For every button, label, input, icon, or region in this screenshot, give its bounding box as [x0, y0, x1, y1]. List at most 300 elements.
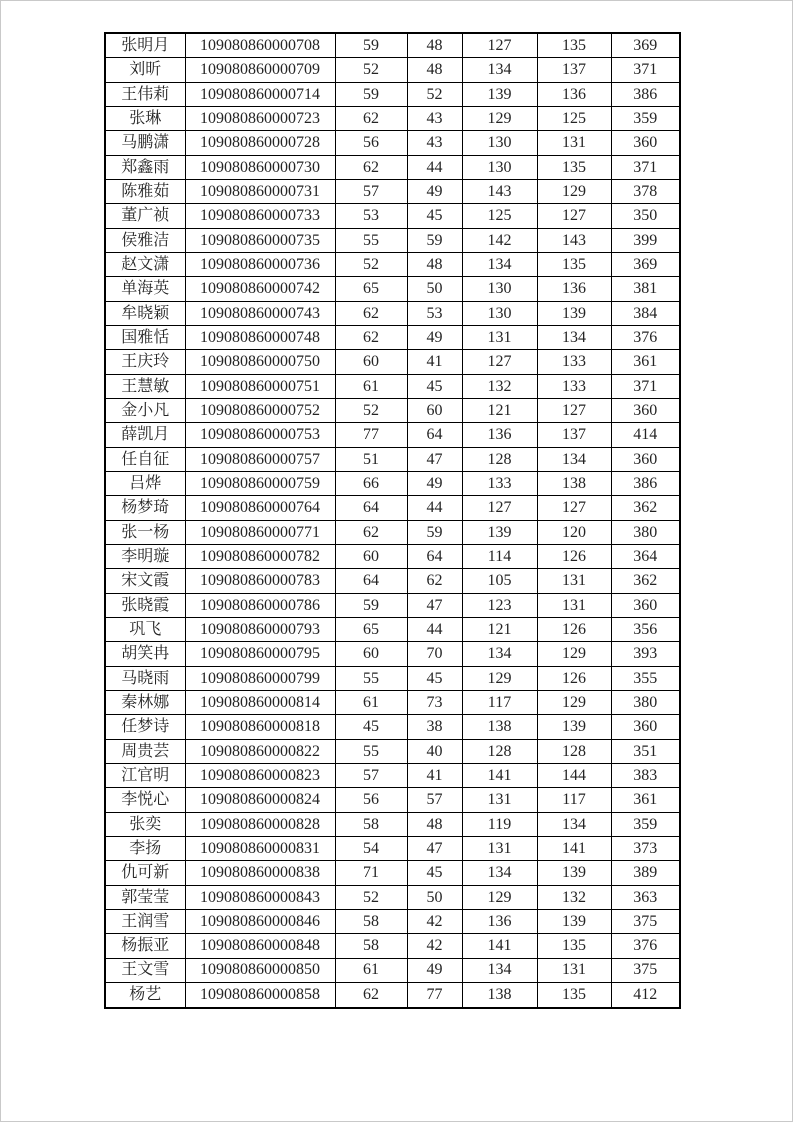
score-col-3-cell: 133	[462, 472, 537, 496]
student-name-cell: 任梦诗	[105, 715, 185, 739]
student-name-cell: 王庆玲	[105, 350, 185, 374]
table-row	[105, 350, 680, 374]
table-row	[105, 691, 680, 715]
score-col-4-cell: 134	[537, 812, 611, 836]
student-name-cell: 马鹏潇	[105, 131, 185, 155]
table-row	[105, 885, 680, 909]
score-col-2-cell: 45	[407, 204, 462, 228]
table-row	[105, 228, 680, 252]
score-col-4-cell: 129	[537, 642, 611, 666]
table-row	[105, 520, 680, 544]
exam-number-cell: 109080860000743	[185, 301, 335, 325]
table-row	[105, 569, 680, 593]
total-score-cell: 350	[611, 204, 680, 228]
score-col-3-cell: 130	[462, 277, 537, 301]
score-col-3-cell: 134	[462, 58, 537, 82]
exam-number-cell: 109080860000733	[185, 204, 335, 228]
score-col-4-cell: 135	[537, 155, 611, 179]
exam-number-cell: 109080860000782	[185, 545, 335, 569]
student-name-cell: 王文雪	[105, 958, 185, 982]
score-col-2-cell: 64	[407, 423, 462, 447]
score-col-4-cell: 120	[537, 520, 611, 544]
total-score-cell: 351	[611, 739, 680, 763]
table-row	[105, 642, 680, 666]
exam-number-cell: 109080860000793	[185, 618, 335, 642]
table-row	[105, 326, 680, 350]
student-name-cell: 秦林娜	[105, 691, 185, 715]
score-col-1-cell: 64	[335, 496, 407, 520]
score-col-4-cell: 138	[537, 472, 611, 496]
exam-number-cell: 109080860000799	[185, 666, 335, 690]
score-col-1-cell: 60	[335, 545, 407, 569]
total-score-cell: 380	[611, 691, 680, 715]
score-col-3-cell: 130	[462, 301, 537, 325]
total-score-cell: 389	[611, 861, 680, 885]
score-col-3-cell: 134	[462, 642, 537, 666]
student-name-cell: 仇可新	[105, 861, 185, 885]
exam-number-cell: 109080860000838	[185, 861, 335, 885]
score-col-3-cell: 129	[462, 666, 537, 690]
score-col-2-cell: 59	[407, 228, 462, 252]
score-col-1-cell: 55	[335, 739, 407, 763]
exam-number-cell: 109080860000795	[185, 642, 335, 666]
student-name-cell: 张明月	[105, 33, 185, 58]
score-col-3-cell: 138	[462, 715, 537, 739]
score-col-2-cell: 44	[407, 155, 462, 179]
total-score-cell: 399	[611, 228, 680, 252]
student-name-cell: 李扬	[105, 836, 185, 860]
table-row	[105, 277, 680, 301]
table-row	[105, 82, 680, 106]
total-score-cell: 360	[611, 131, 680, 155]
total-score-cell: 371	[611, 155, 680, 179]
score-col-1-cell: 53	[335, 204, 407, 228]
student-name-cell: 杨艺	[105, 982, 185, 1008]
total-score-cell: 362	[611, 496, 680, 520]
total-score-cell: 375	[611, 958, 680, 982]
score-col-2-cell: 42	[407, 909, 462, 933]
score-col-4-cell: 132	[537, 885, 611, 909]
score-col-4-cell: 134	[537, 326, 611, 350]
score-col-1-cell: 51	[335, 447, 407, 471]
table-row	[105, 982, 680, 1008]
exam-number-cell: 109080860000824	[185, 788, 335, 812]
exam-number-cell: 109080860000731	[185, 180, 335, 204]
total-score-cell: 378	[611, 180, 680, 204]
total-score-cell: 371	[611, 374, 680, 398]
exam-number-cell: 109080860000850	[185, 958, 335, 982]
exam-number-cell: 109080860000757	[185, 447, 335, 471]
score-col-2-cell: 44	[407, 618, 462, 642]
student-name-cell: 李悦心	[105, 788, 185, 812]
score-col-2-cell: 38	[407, 715, 462, 739]
score-col-1-cell: 58	[335, 934, 407, 958]
student-name-cell: 王润雪	[105, 909, 185, 933]
table-row	[105, 496, 680, 520]
exam-number-cell: 109080860000814	[185, 691, 335, 715]
score-col-3-cell: 134	[462, 861, 537, 885]
total-score-cell: 361	[611, 788, 680, 812]
score-col-4-cell: 136	[537, 82, 611, 106]
score-col-1-cell: 52	[335, 58, 407, 82]
table-row	[105, 399, 680, 423]
score-col-1-cell: 61	[335, 374, 407, 398]
score-col-2-cell: 43	[407, 107, 462, 131]
table-row	[105, 131, 680, 155]
student-name-cell: 周贵芸	[105, 739, 185, 763]
score-col-3-cell: 143	[462, 180, 537, 204]
table-row	[105, 545, 680, 569]
score-col-4-cell: 133	[537, 374, 611, 398]
score-col-4-cell: 126	[537, 545, 611, 569]
score-col-1-cell: 52	[335, 253, 407, 277]
score-col-1-cell: 64	[335, 569, 407, 593]
total-score-cell: 359	[611, 107, 680, 131]
score-col-1-cell: 62	[335, 301, 407, 325]
score-col-1-cell: 62	[335, 155, 407, 179]
score-col-1-cell: 66	[335, 472, 407, 496]
score-col-3-cell: 105	[462, 569, 537, 593]
score-col-1-cell: 62	[335, 326, 407, 350]
score-col-4-cell: 137	[537, 423, 611, 447]
table-row	[105, 447, 680, 471]
score-col-3-cell: 114	[462, 545, 537, 569]
score-col-2-cell: 47	[407, 836, 462, 860]
score-col-2-cell: 53	[407, 301, 462, 325]
total-score-cell: 380	[611, 520, 680, 544]
student-name-cell: 杨梦琦	[105, 496, 185, 520]
score-col-3-cell: 128	[462, 739, 537, 763]
student-name-cell: 赵文潇	[105, 253, 185, 277]
score-col-1-cell: 59	[335, 82, 407, 106]
score-col-3-cell: 123	[462, 593, 537, 617]
score-col-3-cell: 117	[462, 691, 537, 715]
score-col-1-cell: 57	[335, 764, 407, 788]
score-col-2-cell: 45	[407, 666, 462, 690]
table-row	[105, 764, 680, 788]
score-col-3-cell: 121	[462, 618, 537, 642]
table-row	[105, 253, 680, 277]
score-col-4-cell: 139	[537, 301, 611, 325]
score-col-3-cell: 139	[462, 520, 537, 544]
exam-number-cell: 109080860000736	[185, 253, 335, 277]
score-col-4-cell: 135	[537, 934, 611, 958]
score-col-2-cell: 77	[407, 982, 462, 1008]
score-col-1-cell: 61	[335, 958, 407, 982]
score-col-1-cell: 56	[335, 131, 407, 155]
table-row	[105, 204, 680, 228]
score-col-1-cell: 45	[335, 715, 407, 739]
score-col-3-cell: 130	[462, 131, 537, 155]
table-row	[105, 618, 680, 642]
exam-number-cell: 109080860000771	[185, 520, 335, 544]
student-name-cell: 国雅恬	[105, 326, 185, 350]
score-col-3-cell: 125	[462, 204, 537, 228]
exam-number-cell: 109080860000728	[185, 131, 335, 155]
student-name-cell: 刘昕	[105, 58, 185, 82]
table-row	[105, 739, 680, 763]
score-col-1-cell: 55	[335, 666, 407, 690]
score-col-4-cell: 139	[537, 909, 611, 933]
student-name-cell: 王伟莉	[105, 82, 185, 106]
student-name-cell: 陈雅茹	[105, 180, 185, 204]
score-col-1-cell: 58	[335, 909, 407, 933]
score-col-4-cell: 139	[537, 861, 611, 885]
exam-number-cell: 109080860000753	[185, 423, 335, 447]
score-col-1-cell: 77	[335, 423, 407, 447]
score-col-3-cell: 129	[462, 885, 537, 909]
score-col-4-cell: 126	[537, 666, 611, 690]
table-row	[105, 155, 680, 179]
exam-number-cell: 109080860000759	[185, 472, 335, 496]
score-col-3-cell: 129	[462, 107, 537, 131]
table-row	[105, 33, 680, 58]
score-col-1-cell: 62	[335, 107, 407, 131]
score-col-2-cell: 40	[407, 739, 462, 763]
score-col-4-cell: 141	[537, 836, 611, 860]
total-score-cell: 369	[611, 33, 680, 58]
student-name-cell: 江官明	[105, 764, 185, 788]
score-col-2-cell: 48	[407, 812, 462, 836]
score-col-1-cell: 52	[335, 399, 407, 423]
score-col-3-cell: 142	[462, 228, 537, 252]
total-score-cell: 381	[611, 277, 680, 301]
exam-number-cell: 109080860000783	[185, 569, 335, 593]
exam-number-cell: 109080860000786	[185, 593, 335, 617]
score-col-4-cell: 144	[537, 764, 611, 788]
score-col-4-cell: 127	[537, 204, 611, 228]
table-row	[105, 301, 680, 325]
score-col-4-cell: 128	[537, 739, 611, 763]
student-name-cell: 薛凯月	[105, 423, 185, 447]
exam-number-cell: 109080860000751	[185, 374, 335, 398]
score-col-4-cell: 129	[537, 691, 611, 715]
score-col-3-cell: 134	[462, 253, 537, 277]
score-col-4-cell: 117	[537, 788, 611, 812]
score-col-1-cell: 65	[335, 618, 407, 642]
student-name-cell: 郭莹莹	[105, 885, 185, 909]
total-score-cell: 359	[611, 812, 680, 836]
total-score-cell: 375	[611, 909, 680, 933]
score-col-2-cell: 73	[407, 691, 462, 715]
score-col-2-cell: 48	[407, 33, 462, 58]
total-score-cell: 363	[611, 885, 680, 909]
score-col-3-cell: 136	[462, 423, 537, 447]
score-col-2-cell: 50	[407, 277, 462, 301]
score-col-3-cell: 131	[462, 836, 537, 860]
table-row	[105, 934, 680, 958]
score-col-1-cell: 60	[335, 642, 407, 666]
score-col-4-cell: 131	[537, 958, 611, 982]
score-col-1-cell: 58	[335, 812, 407, 836]
score-col-1-cell: 52	[335, 885, 407, 909]
table-row	[105, 180, 680, 204]
student-name-cell: 张奕	[105, 812, 185, 836]
table-row	[105, 861, 680, 885]
score-table-body	[105, 33, 680, 1008]
score-col-4-cell: 127	[537, 496, 611, 520]
exam-number-cell: 109080860000843	[185, 885, 335, 909]
score-col-4-cell: 136	[537, 277, 611, 301]
score-col-3-cell: 127	[462, 350, 537, 374]
score-col-4-cell: 143	[537, 228, 611, 252]
table-row	[105, 958, 680, 982]
score-col-4-cell: 131	[537, 569, 611, 593]
total-score-cell: 360	[611, 593, 680, 617]
student-name-cell: 侯雅洁	[105, 228, 185, 252]
table-row	[105, 909, 680, 933]
total-score-cell: 369	[611, 253, 680, 277]
score-col-4-cell: 126	[537, 618, 611, 642]
total-score-cell: 386	[611, 472, 680, 496]
score-col-4-cell: 135	[537, 982, 611, 1008]
score-col-4-cell: 127	[537, 399, 611, 423]
score-col-4-cell: 133	[537, 350, 611, 374]
score-col-3-cell: 141	[462, 764, 537, 788]
table-row	[105, 593, 680, 617]
table-row	[105, 715, 680, 739]
score-col-1-cell: 65	[335, 277, 407, 301]
exam-number-cell: 109080860000730	[185, 155, 335, 179]
table-row	[105, 58, 680, 82]
score-col-2-cell: 44	[407, 496, 462, 520]
score-col-1-cell: 61	[335, 691, 407, 715]
table-row	[105, 107, 680, 131]
total-score-cell: 371	[611, 58, 680, 82]
score-col-3-cell: 139	[462, 82, 537, 106]
table-row	[105, 788, 680, 812]
score-col-1-cell: 54	[335, 836, 407, 860]
score-col-1-cell: 56	[335, 788, 407, 812]
student-name-cell: 张一杨	[105, 520, 185, 544]
score-col-4-cell: 139	[537, 715, 611, 739]
score-col-4-cell: 137	[537, 58, 611, 82]
score-col-2-cell: 64	[407, 545, 462, 569]
exam-number-cell: 109080860000831	[185, 836, 335, 860]
total-score-cell: 355	[611, 666, 680, 690]
exam-number-cell: 109080860000742	[185, 277, 335, 301]
exam-number-cell: 109080860000846	[185, 909, 335, 933]
exam-number-cell: 109080860000714	[185, 82, 335, 106]
score-col-1-cell: 62	[335, 520, 407, 544]
score-col-1-cell: 62	[335, 982, 407, 1008]
student-name-cell: 马晓雨	[105, 666, 185, 690]
score-col-3-cell: 138	[462, 982, 537, 1008]
table-row	[105, 836, 680, 860]
score-col-2-cell: 57	[407, 788, 462, 812]
student-name-cell: 牟晓颖	[105, 301, 185, 325]
student-name-cell: 张晓霞	[105, 593, 185, 617]
total-score-cell: 360	[611, 447, 680, 471]
student-name-cell: 宋文霞	[105, 569, 185, 593]
score-col-3-cell: 131	[462, 788, 537, 812]
total-score-cell: 362	[611, 569, 680, 593]
total-score-cell: 412	[611, 982, 680, 1008]
total-score-cell: 386	[611, 82, 680, 106]
score-col-4-cell: 129	[537, 180, 611, 204]
exam-number-cell: 109080860000750	[185, 350, 335, 374]
score-col-2-cell: 48	[407, 253, 462, 277]
score-col-2-cell: 50	[407, 885, 462, 909]
score-col-3-cell: 130	[462, 155, 537, 179]
score-col-1-cell: 55	[335, 228, 407, 252]
score-col-2-cell: 52	[407, 82, 462, 106]
score-col-4-cell: 131	[537, 593, 611, 617]
score-col-3-cell: 132	[462, 374, 537, 398]
exam-number-cell: 109080860000709	[185, 58, 335, 82]
total-score-cell: 356	[611, 618, 680, 642]
score-col-4-cell: 135	[537, 33, 611, 58]
score-col-3-cell: 141	[462, 934, 537, 958]
exam-number-cell: 109080860000818	[185, 715, 335, 739]
score-col-2-cell: 45	[407, 861, 462, 885]
student-name-cell: 李明璇	[105, 545, 185, 569]
total-score-cell: 414	[611, 423, 680, 447]
score-col-2-cell: 70	[407, 642, 462, 666]
student-name-cell: 吕烨	[105, 472, 185, 496]
score-col-4-cell: 135	[537, 253, 611, 277]
student-name-cell: 任自征	[105, 447, 185, 471]
exam-number-cell: 109080860000752	[185, 399, 335, 423]
score-col-2-cell: 43	[407, 131, 462, 155]
score-col-1-cell: 60	[335, 350, 407, 374]
score-col-3-cell: 119	[462, 812, 537, 836]
score-col-4-cell: 131	[537, 131, 611, 155]
student-name-cell: 王慧敏	[105, 374, 185, 398]
total-score-cell: 376	[611, 326, 680, 350]
score-col-1-cell: 59	[335, 593, 407, 617]
table-row	[105, 472, 680, 496]
student-name-cell: 单海英	[105, 277, 185, 301]
exam-number-cell: 109080860000848	[185, 934, 335, 958]
score-col-2-cell: 60	[407, 399, 462, 423]
score-col-4-cell: 134	[537, 447, 611, 471]
student-name-cell: 董广祯	[105, 204, 185, 228]
total-score-cell: 360	[611, 715, 680, 739]
score-col-3-cell: 131	[462, 326, 537, 350]
student-name-cell: 杨振亚	[105, 934, 185, 958]
score-col-2-cell: 47	[407, 447, 462, 471]
table-row	[105, 374, 680, 398]
score-col-4-cell: 125	[537, 107, 611, 131]
exam-number-cell: 109080860000823	[185, 764, 335, 788]
score-col-3-cell: 121	[462, 399, 537, 423]
exam-number-cell: 109080860000858	[185, 982, 335, 1008]
exam-number-cell: 109080860000828	[185, 812, 335, 836]
table-row	[105, 423, 680, 447]
student-name-cell: 胡笑冉	[105, 642, 185, 666]
student-name-cell: 巩飞	[105, 618, 185, 642]
score-col-2-cell: 49	[407, 472, 462, 496]
score-col-1-cell: 59	[335, 33, 407, 58]
student-name-cell: 金小凡	[105, 399, 185, 423]
exam-number-cell: 109080860000748	[185, 326, 335, 350]
score-col-2-cell: 49	[407, 958, 462, 982]
total-score-cell: 373	[611, 836, 680, 860]
score-col-2-cell: 45	[407, 374, 462, 398]
score-col-3-cell: 127	[462, 33, 537, 58]
student-name-cell: 郑鑫雨	[105, 155, 185, 179]
exam-number-cell: 109080860000723	[185, 107, 335, 131]
score-col-2-cell: 49	[407, 326, 462, 350]
score-col-2-cell: 47	[407, 593, 462, 617]
score-col-1-cell: 71	[335, 861, 407, 885]
score-col-3-cell: 128	[462, 447, 537, 471]
table-row	[105, 666, 680, 690]
total-score-cell: 384	[611, 301, 680, 325]
score-col-2-cell: 48	[407, 58, 462, 82]
score-col-1-cell: 57	[335, 180, 407, 204]
